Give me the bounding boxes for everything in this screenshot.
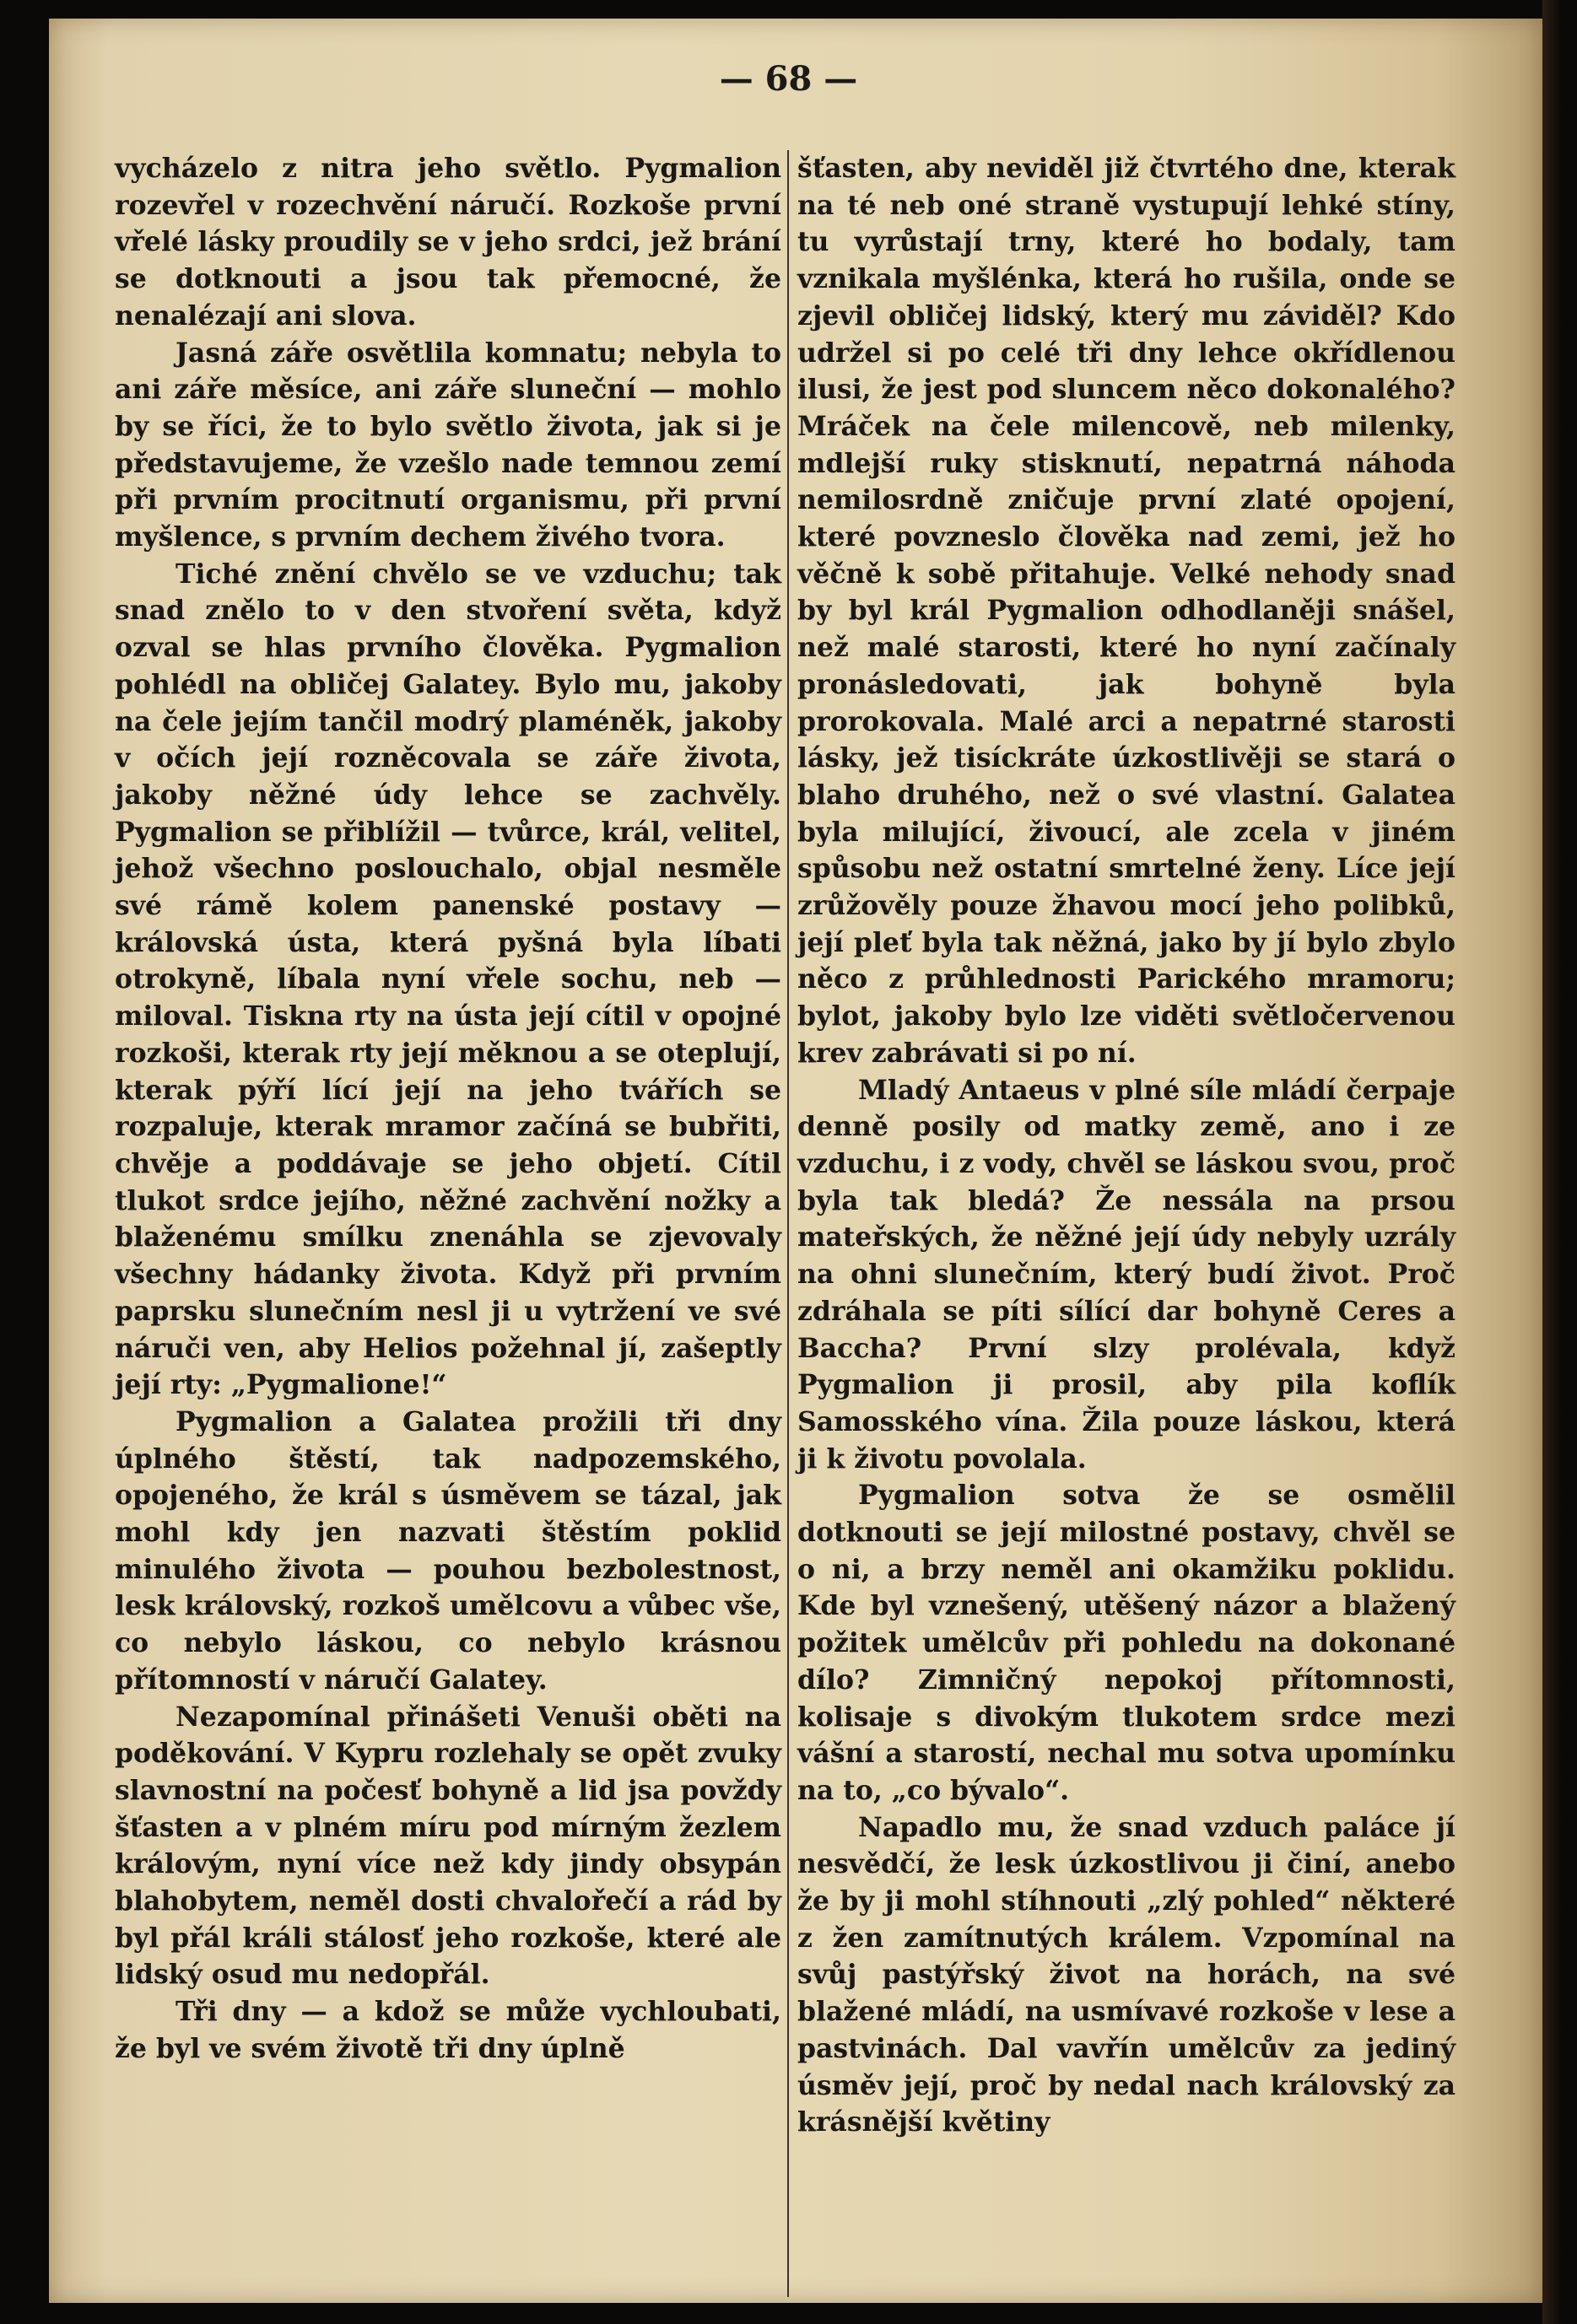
paragraph: Nezapomínal přinášeti Venuši oběti na poděkování. V Kypru rozlehaly se opět zvuky slavnostní na počesť bohyně a lid jsa povždy šťasten a v plném míru pod mírným žezlem královým, nyní více než kdy jindy obsypán blahobytem, neměl dosti chvalořečí a rád by byl přál králi stálosť jeho rozkoše, které ale lidský osud mu nedopřál. <box>115 1701 781 1991</box>
paragraph: šťasten, aby neviděl již čtvrtého dne, kterak na té neb oné straně vystupují lehké stíny, tu vyrůstají trny, které ho bodaly, tam vznikala myšlénka, která ho rušila, onde se zjevil obličej lidský, který mu záviděl? Kdo udržel si po celé tři dny lehce okřídlenou ilusi, že jest pod sluncem něco dokonalého? Mráček na čele milencově, neb milenky, mdlejší ruky stisknutí, nepatrná náhoda nemilosrdně zničuje první zlaté opojení, které povzneslo člověka nad zemi, jež ho věčně k sobě přitahuje. Velké nehody snad by byl král Pygmalion odhodlaněji snášel, než malé starosti, které ho nyní začínaly pronásledovati, jak bohyně byla prorokovala. Malé arci a nepatrné starosti lásky, jež tisíckráte úzkostlivěji se stará o blaho druhého, než o své vlastní. Galatea byla milující, živoucí, ale zcela v jiném spůsobu než ostatní smrtelné ženy. Líce její zrůžověly pouze žhavou mocí jeho polibků, její pleť byla tak něžná, jako by jí bylo zbylo něco z průhlednosti Parického mramoru; bylot, jakoby bylo lze viděti světločervenou krev zabrávati si po ní. <box>797 153 1455 1069</box>
right-column <box>797 150 1455 2141</box>
paragraph: Jasná záře osvětlila komnatu; nebyla to ani záře měsíce, ani záře sluneční — mohlo by se říci, že to bylo světlo života, jak si je představujeme, že vzešlo nade temnou zemí při prvním procitnutí organismu, při první myšlence, s prvním dechem živého tvora. <box>115 337 781 553</box>
paragraph: Tiché znění chvělo se ve vzduchu; tak snad znělo to v den stvoření světa, když ozval se hlas prvního člověka. Pygmalion pohlédl na obličej Galatey. Bylo mu, jakoby na čele jejím tančil modrý plaméněk, jakoby v očích její rozněcovala se záře života, jakoby něžné údy lehce se zachvěly. Pygmalion se přiblížil — tvůrce, král, velitel, jehož všechno poslouchalo, objal nesměle své rámě kolem panenské postavy — královská ústa, která pyšná byla líbati otrokyně, líbala nyní vřele sochu, neb — miloval. Tiskna rty na ústa její cítil v opojné rozkoši, kterak rty její měknou a se oteplují, kterak pýří lící její na jeho tvářích se rozpaluje, kterak mramor začíná se bubřiti, chvěje a poddávaje se jeho objetí. Cítil tlukot srdce jejího, něžné zachvění nožky a blaženému smílku znenáhla se zjevovaly všechny hádanky života. Když při prvním paprsku slunečním nesl ji u vytržení ve své náruči ven, aby Helios požehnal jí, zašeptly její rty: „Pygmalione!“ <box>115 558 781 1401</box>
paragraph: Pygmalion a Galatea prožili tři dny úplného štěstí, tak nadpozemského, opojeného, že král s úsměvem se tázal, jak mohl kdy jen nazvati štěstím poklid minulého života — pouhou bezbolestnost, lesk královský, rozkoš umělcovu a vůbec vše, co nebylo láskou, co nebylo krásnou přítomností v náručí Galatey. <box>115 1405 781 1696</box>
book-edge-shadow <box>1542 0 1577 2324</box>
page-number: — 68 — <box>719 59 858 99</box>
paragraph: Pygmalion sotva že se osmělil dotknouti se její milostné postavy, chvěl se o ni, a brzy neměl ani okamžiku poklidu. Kde byl vznešený, utěšený názor a blažený požitek umělcův při pohledu na dokonané dílo? Zimničný nepokoj přítomnosti, kolisaje s divokým tlukotem srdce mezi vášní a starostí, nechal mu sotva upomínku na to, „co bývalo“. <box>797 1480 1455 1806</box>
paragraph: Mladý Antaeus v plné síle mládí čerpaje denně posily od matky země, ano i ze vzduchu, i z vody, chvěl se láskou svou, proč byla tak bledá? Že nessála na prsou mateřských, že něžné její údy nebyly uzrály na ohni slunečním, který budí život. Proč zdráhala se píti sílící dar bohyně Ceres a Baccha? První slzy prolévala, když Pygmalion ji prosil, aby pila koflík Samosského vína. Žila pouze láskou, která ji k životu povolala. <box>797 1074 1455 1475</box>
paragraph: Napadlo mu, že snad vzduch paláce jí nesvědčí, že lesk úzkostlivou ji činí, anebo že by ji mohl stíhnouti „zlý pohled“ některé z žen zamítnutých králem. Vzpomínal na svůj pastýřský život na horách, na své blažené mládí, na usmívavé rozkoše v lese a pastvinách. Dal vavřín umělcův za jediný úsměv její, proč by nedal nach královský za krásnější květiny <box>797 1811 1455 2138</box>
paragraph: Tři dny — a kdož se může vychloubati, že byl ve svém životě tři dny úplně <box>115 1996 781 2064</box>
paragraph: vycházelo z nitra jeho světlo. Pygmalion rozevřel v rozechvění náručí. Rozkoše první vřelé lásky proudily se v jeho srdci, jež brání se dotknouti a jsou tak přemocné, že nenalézají ani slova. <box>115 153 781 332</box>
left-column <box>115 150 781 2068</box>
column-divider <box>787 150 789 2297</box>
